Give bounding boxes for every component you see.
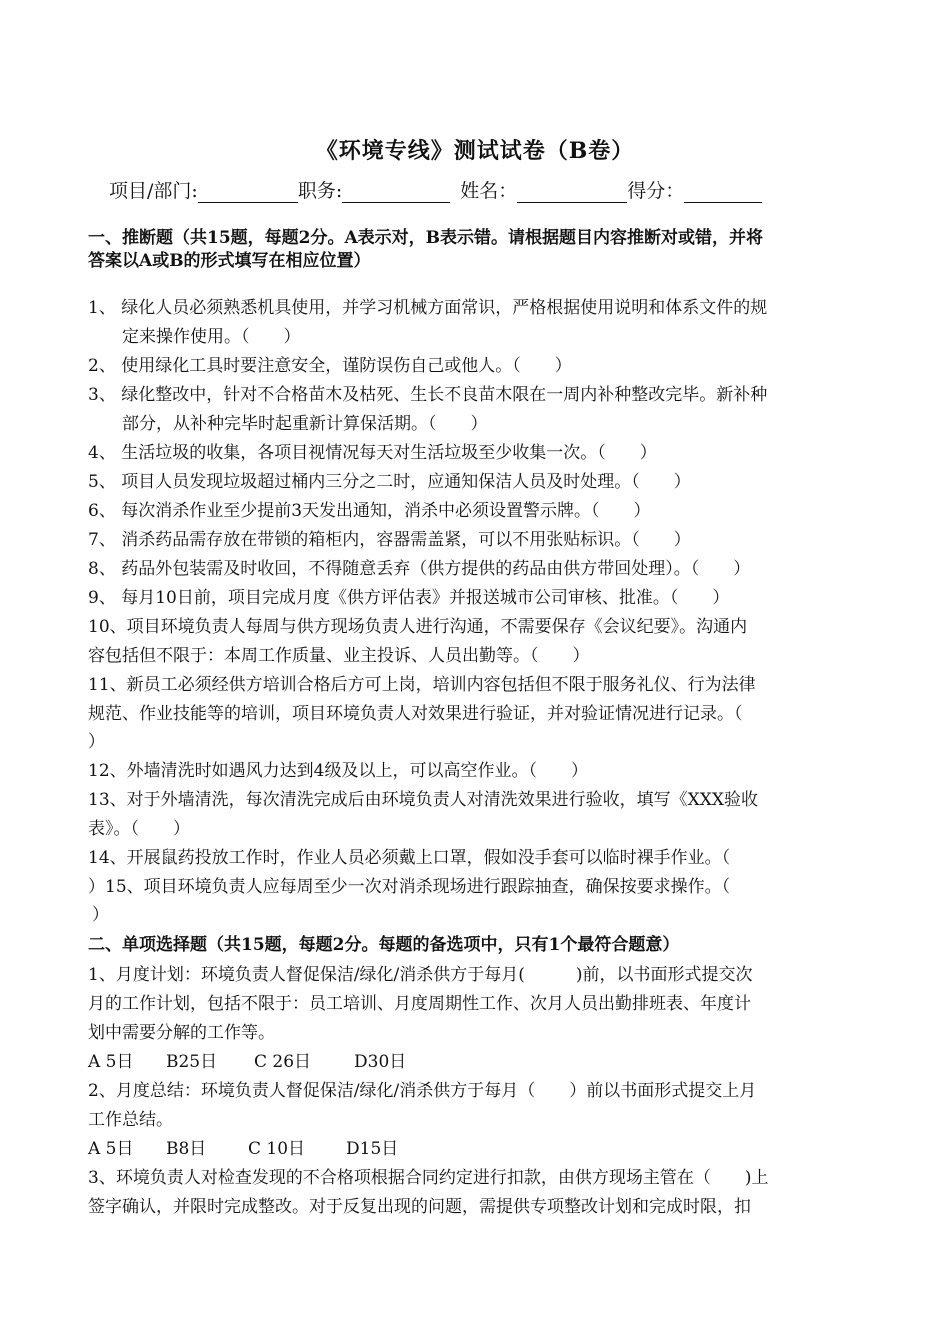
score-blank[interactable] [684,182,762,203]
question-line: 规范、作业技能等的培训，项目环境负责人对效果进行验证，并对验证情况进行记录。（ [88,704,743,724]
answer-options [88,1051,406,1073]
question-line: 6、 每次消杀作业至少提前3天发出通知，消杀中必须设置警示牌。（ ） [88,501,651,521]
option-d: D15日 [346,1139,399,1159]
question-line: 定来操作使用。（ ） [122,327,301,347]
question-line: 8、 药品外包装需及时收回，不得随意丢弃（供方提供的药品由供方带回处理）。（ ） [88,559,751,579]
position-label: 职务: [297,180,343,202]
option-c: C 10日 [248,1139,306,1159]
question-line: 2、 使用绿化工具时要注意安全，谨防误伤自己或他人。（ ） [88,356,572,376]
page-title: 《环境专线》测试试卷（B卷） [315,138,635,164]
question-line: 7、 消杀药品需存放在带锁的箱柜内，容器需盖紧，可以不用张贴标识。（ ） [88,530,691,550]
question-line: 工作总结。 [88,1110,173,1130]
question-line: 2、月度总结：环境负责人督促保洁/绿化/消杀供方于每月（ ）前以书面形式提交上月 [88,1081,757,1101]
question-line: 10、项目环境负责人每周与供方现场负责人进行沟通，不需要保存《会议纪要》。沟通内 [88,617,748,637]
dept-label: 项目/部门: [109,180,198,202]
dept-blank[interactable] [198,182,298,203]
option-a: A 5日 [88,1139,134,1159]
option-d: D30日 [354,1052,407,1072]
question-line: 5、 项目人员发现垃圾超过桶内三分之二时，应通知保洁人员及时处理。（ ） [88,472,691,492]
question-line: 3、环境负责人对检查发现的不合格项根据合同约定进行扣款，由供方现场主管在（ )上 [88,1168,769,1188]
name-blank[interactable] [517,182,627,203]
option-c: C 26日 [254,1052,312,1072]
question-line: 划中需要分解的工作等。 [88,1023,275,1043]
question-line: 13、对于外墙清洗，每次清洗完成后由环境负责人对清洗效果进行验收，填写《XXX验收 [88,790,758,810]
question-line: 11、新员工必须经供方培训合格后方可上岗，培训内容包括但不限于服务礼仪、行为法律 [88,675,756,695]
question-line: 1、月度计划：环境负责人督促保洁/绿化/消杀供方于每月( )前，以书面形式提交次 [88,965,753,985]
question-line: 签字确认，并限时完成整改。对于反复出现的问题，需提供专项整改计划和完成时限，扣 [88,1197,751,1217]
question-line: 4、 生活垃圾的收集，各项目视情况每天对生活垃圾至少收集一次。（ ） [88,443,657,463]
section2-heading: 二、单项选择题（共15题，每题2分。每题的备选项中，只有1个最符合题意） [88,935,680,955]
question-line: 表》。（ ） [88,819,190,839]
header-fields [109,176,762,203]
option-a: A 5日 [88,1052,134,1072]
name-label: 姓名： [460,180,518,202]
option-b: B8日 [166,1139,207,1159]
section1-heading: 一、推断题（共15题，每题2分。A表示对，B表示错。请根据题目内容推断对或错，并将 [88,228,764,248]
question-line: 9、 每月10日前，项目完成月度《供方评估表》并报送城市公司审核、批准。（ ） [88,588,730,608]
question-line: 部分，从补种完毕时起重新计算保活期。（ ） [122,414,488,434]
question-line: 容包括但不限于：本周工作质量、业主投诉、人员出勤等。（ ） [88,646,590,666]
question-line: 1、 绿化人员必须熟悉机具使用，并学习机械方面常识，严格根据使用说明和体系文件的规 [88,298,768,318]
question-line: ） [92,905,109,925]
answer-options [88,1138,398,1160]
position-blank[interactable] [342,182,450,203]
score-label: 得分： [627,180,685,202]
option-b: B25日 [166,1052,218,1072]
question-line: 12、外墙清洗时如遇风力达到4级及以上，可以高空作业。（ ） [88,761,588,781]
question-line: 3、 绿化整改中，针对不合格苗木及枯死、生长不良苗木限在一周内补种整改完毕。新补种 [88,385,768,405]
question-line: 14、开展鼠药投放工作时，作业人员必须戴上口罩，假如没手套可以临时裸手作业。（ [88,848,731,868]
question-line: 月的工作计划，包括不限于：员工培训、月度周期性工作、次月人员出勤排班表、年度计 [88,994,751,1014]
section1-heading-cont: 答案以A或B的形式填写在相应位置） [88,251,371,271]
question-line: ）15、项目环境负责人应每周至少一次对消杀现场进行跟踪抽查，确保按要求操作。（ [88,877,731,897]
question-line: ） [88,732,105,752]
